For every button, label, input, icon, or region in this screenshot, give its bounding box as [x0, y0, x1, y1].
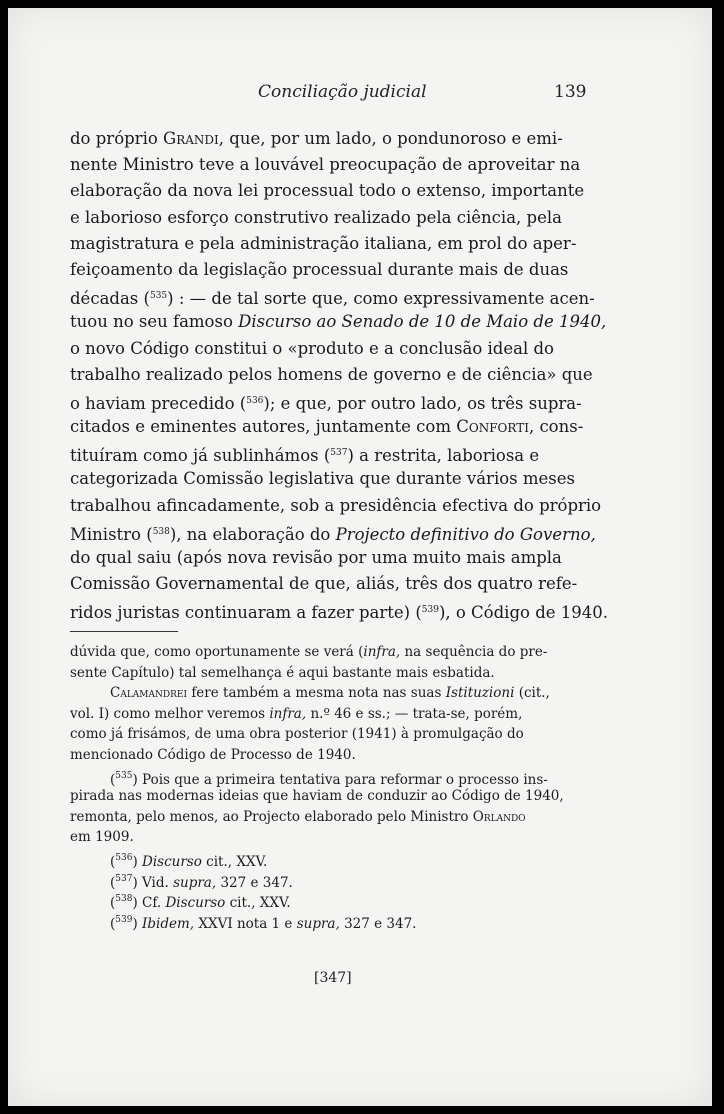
text-line: magistratura e pela administração italiana, em prol do aper- — [70, 233, 577, 253]
text-line: do próprio Grandi, que, por um lado, o pondunoroso e emi- — [70, 126, 590, 152]
footnote-line: ($^{538}$) Cf. Discurso cit., XXV. — [110, 894, 291, 912]
footnote-line: ($^{537}$) Vid. supra, 327 e 347. — [110, 873, 293, 891]
text-line: e laborioso esforço construtivo realizado pela ciência, pela — [70, 207, 562, 227]
footnotes — [70, 642, 590, 930]
text-line: feiçoamento da legislação processual durante mais de duas — [70, 259, 569, 279]
footnote-ref: 535 — [149, 291, 168, 302]
text-line: tituíram como já sublinhámos ($^{537}$) a restrita, laboriosa e — [70, 446, 540, 466]
text-line: citados e eminentes autores, juntamente com Conforti, cons- — [70, 414, 590, 440]
footnote-number: 537 — [115, 873, 133, 884]
footnote-line: pirada nas modernas ideias que haviam de conduzir ao Código de 1940, — [70, 788, 564, 805]
text-line: elaboração da nova lei processual todo o extenso, importante — [70, 181, 585, 201]
footnote-ref: 538 — [152, 526, 170, 537]
footnote-line: ($^{535}$) Pois que a primeira tentativa para reformar o processo ins- — [110, 770, 548, 788]
footnote-line: remonta, pelo menos, ao Projecto elaborado pelo Ministro Orlando — [70, 807, 590, 828]
book-page — [8, 8, 712, 1106]
footnote-line: vol. I) como melhor veremos infra, n.º 46 e ss.; — trata-se, porém, — [70, 705, 523, 722]
footnote-separator — [70, 631, 178, 632]
author-name: Calamandrei — [110, 685, 188, 702]
text-line: trabalho realizado pelos homens de governo e de ciência» que — [70, 364, 593, 384]
footnote-line: mencionado Código de Processo de 1940. — [70, 746, 356, 763]
footnote-number: 536 — [115, 852, 133, 863]
footnote-line: Calamandrei fere também a mesma nota nas suas Istituzioni (cit., — [70, 683, 590, 704]
text-line: do qual saiu (após nova revisão por uma muito mais ampla — [70, 548, 562, 567]
text-line: o haviam precedido ($^{536}$); e que, por outro lado, os três supra- — [70, 393, 582, 413]
author-name: Conforti — [456, 417, 529, 437]
text-line: tuou no seu famoso Discurso ao Senado de 10 de Maio de 1940, — [70, 312, 607, 332]
footnote-line: ($^{536}$) Discurso cit., XXV. — [110, 852, 268, 870]
footnote-number: 538 — [115, 894, 133, 905]
author-name: Orlando — [472, 808, 526, 825]
footnote-number: 539 — [115, 914, 133, 925]
running-title: Conciliação judicial — [258, 82, 427, 102]
text-line: trabalhou afincadamente, sob a presidência efectiva do próprio — [70, 495, 602, 515]
text-line: Comissão Governamental de que, aliás, três dos quatro refe- — [70, 574, 578, 594]
author-name: Grandi — [163, 129, 219, 148]
footnote-line: dúvida que, como oportunamente se verá (infra, na sequência do pre- — [70, 644, 548, 660]
text-line: o novo Código constitui o «produto e a conclusão ideal do — [70, 338, 554, 358]
page-number: 139 — [554, 82, 587, 102]
footnote-ref: 539 — [421, 605, 439, 616]
footnote-line: como já frisámos, de uma obra posterior (1941) à promulgação do — [70, 726, 524, 743]
folio-number: [347] — [314, 970, 352, 986]
footnote-line: sente Capítulo) tal semelhança é aqui bastante mais esbatida. — [70, 664, 495, 681]
text-line: ridos juristas continuaram a fazer parte) ($^{539}$), o Código de 1940. — [70, 603, 609, 623]
footnote-ref: 537 — [330, 448, 348, 459]
footnote-ref: 536 — [246, 395, 264, 406]
main-text — [70, 126, 609, 624]
text-line: nente Ministro teve a louvável preocupação de aproveitar na — [70, 155, 581, 175]
footnote-line: em 1909. — [70, 829, 134, 846]
text-line: categorizada Comissão legislativa que durante vários meses — [70, 469, 575, 489]
running-header — [8, 82, 712, 108]
text-line: décadas ($^{535}$) : — de tal sorte que, como expressivamente acen- — [70, 289, 595, 309]
text-line: Ministro ($^{538}$), na elaboração do Projecto definitivo do Governo, — [70, 524, 596, 544]
footnote-number: 535 — [115, 770, 133, 781]
footnote-line: ($^{539}$) Ibidem, XXVI nota 1 e supra, 327 e 347. — [110, 914, 417, 932]
